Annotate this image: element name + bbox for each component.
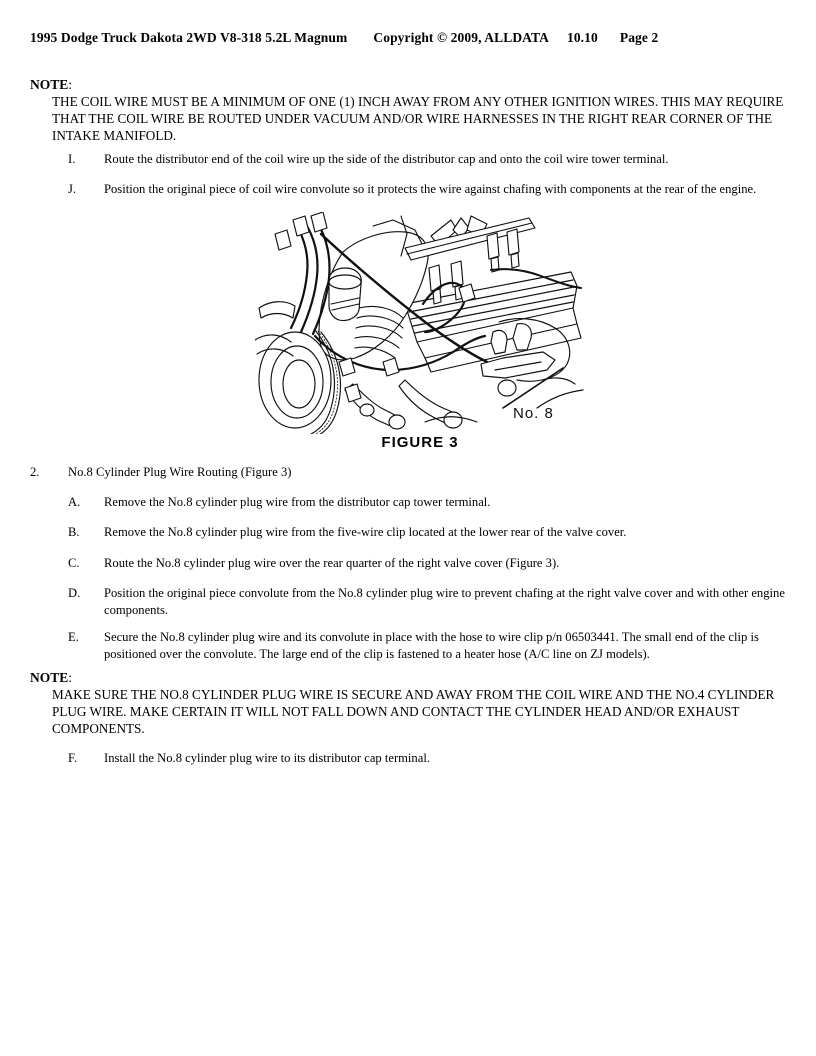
header-version: 10.10: [566, 30, 598, 45]
note-block-bottom: [30, 669, 792, 738]
step-item-J: [68, 181, 792, 198]
header-vehicle: 1995 Dodge Truck Dakota 2WD V8-318 5.2L Magnum: [30, 30, 348, 45]
note-label-colon: :: [68, 77, 73, 92]
step-text: Remove the No.8 cylinder plug wire from the distributor cap tower terminal.: [104, 495, 491, 509]
step-marker: C.: [68, 556, 80, 570]
step-marker: D.: [68, 586, 81, 600]
step-item-C: [68, 555, 792, 572]
section-heading-2: [30, 464, 792, 481]
figure-3: [255, 212, 585, 457]
page-header: [30, 30, 790, 46]
header-copyright: Copyright © 2009, ALLDATA: [373, 30, 549, 45]
note-label: [30, 669, 792, 686]
section-title: No.8 Cylinder Plug Wire Routing (Figure 3): [68, 465, 292, 479]
step-marker: J.: [68, 182, 77, 196]
step-item-B: [68, 524, 792, 541]
step-text: Position the original piece of coil wire convolute so it protects the wire against chafing with components at the rear of the engine.: [104, 182, 757, 196]
step-marker: B.: [68, 525, 80, 539]
step-marker: E.: [68, 630, 79, 644]
figure-caption: FIGURE 3: [381, 434, 459, 451]
step-text: Route the distributor end of the coil wire up the side of the distributor cap and onto the coil wire tower terminal.: [104, 152, 669, 166]
step-item-E: [68, 629, 792, 662]
note-label-text: NOTE: [30, 77, 69, 92]
step-marker: I.: [68, 152, 76, 166]
step-item-I: [68, 151, 792, 168]
step-marker: F.: [68, 751, 78, 765]
step-item-A: [68, 494, 792, 511]
step-item-F: [68, 750, 792, 767]
step-text: Position the original piece convolute from the No.8 cylinder plug wire to prevent chafing at the right valve cover and with other engine components.: [104, 586, 785, 617]
figure-callout-no8: No. 8: [513, 405, 554, 422]
engine-diagram-illustration: [255, 212, 585, 434]
note-block-top: [30, 76, 792, 145]
section-marker: 2.: [30, 465, 40, 479]
note-label-text: NOTE: [30, 670, 69, 685]
note-body-top: THE COIL WIRE MUST BE A MINIMUM OF ONE (1) INCH AWAY FROM ANY OTHER IGNITION WIRES. THIS MAY REQUIRE THAT THE COIL WIRE BE ROUTED UNDER VACUUM AND/OR WIRE HARNESSES IN THE RIGHT REAR CORNER OF THE INTAKE MANIFOLD.: [52, 94, 784, 144]
step-text: Secure the No.8 cylinder plug wire and its convolute in place with the hose to wire clip p/n 06503441. The small end of the clip is positioned over the convolute. The large end of the clip is fastened to a heater hose (A/C line on ZJ models).: [104, 630, 759, 661]
step-item-D: [68, 585, 792, 618]
note-label-colon: :: [68, 670, 73, 685]
step-marker: A.: [68, 495, 81, 509]
header-page-number: Page 2: [619, 30, 659, 45]
note-label: [30, 76, 792, 93]
step-text: Install the No.8 cylinder plug wire to its distributor cap terminal.: [104, 751, 430, 765]
step-text: Remove the No.8 cylinder plug wire from the five-wire clip located at the lower rear of the valve cover.: [104, 525, 627, 539]
step-text: Route the No.8 cylinder plug wire over the rear quarter of the right valve cover (Figure 3).: [104, 556, 560, 570]
note-body-bottom: MAKE SURE THE NO.8 CYLINDER PLUG WIRE IS SECURE AND AWAY FROM THE COIL WIRE AND THE NO.4 CYLINDER PLUG WIRE. MAKE CERTAIN IT WILL NOT FALL DOWN AND CONTACT THE CYLINDER HEAD AND/OR EXHAUST COMPONENTS.: [52, 687, 775, 737]
